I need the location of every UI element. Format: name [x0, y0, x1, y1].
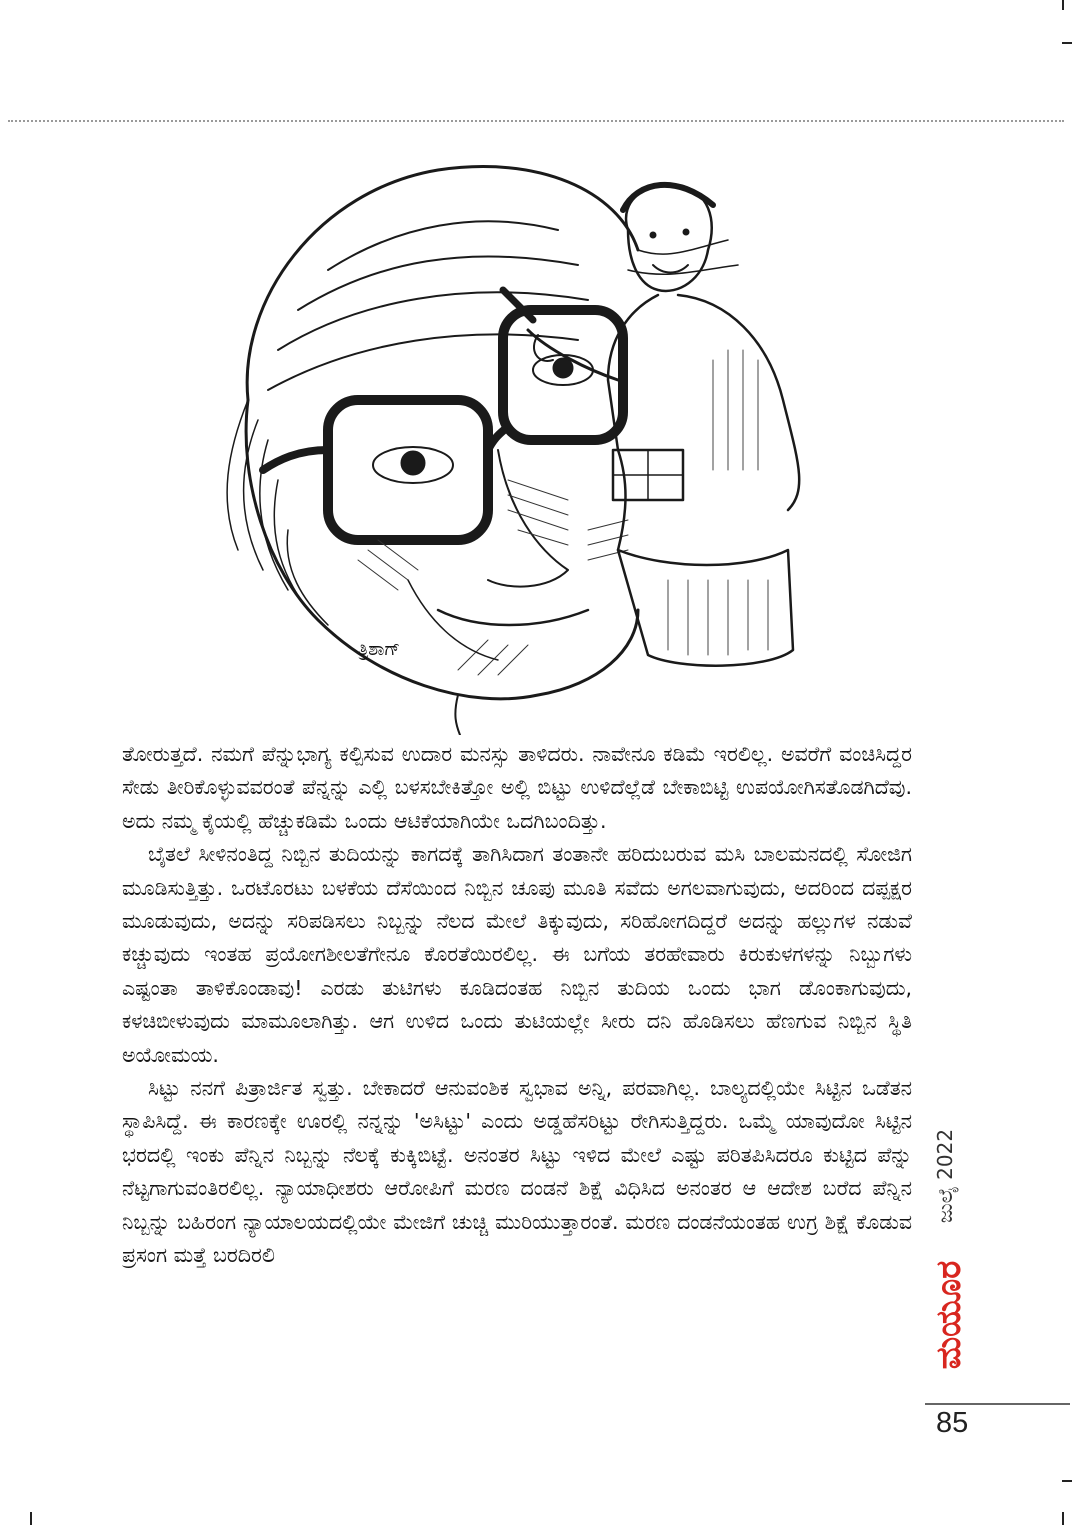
- crop-mark: [1062, 42, 1072, 44]
- header-dotted-rule: [8, 120, 1064, 122]
- paragraph: ಬೈತಲೆ ಸೀಳಿನಂತಿದ್ದ ನಿಬ್ಬಿನ ತುದಿಯನ್ನು ಕಾಗದಕ್ಕೆ ತಾಗಿಸಿದಾಗ ತಂತಾನೇ ಹರಿದುಬರುವ ಮಸಿ ಬಾಲಮನದಲ್ಲಿ ಸೋಜಿಗ ಮೂಡಿಸುತ್ತಿತ್ತು. ಒರಟೊರಟು ಬಳಕೆಯ ದೆಸೆಯಿಂದ ನಿಬ್ಬಿನ ಚೂಪು ಮೂತಿ ಸವೆದು ಅಗಲವಾಗುವುದು, ಅದರಿಂದ ದಪ್ಪಕ್ಷರ ಮೂಡುವುದು, ಅದನ್ನು ಸರಿಪಡಿಸಲು ನಿಬ್ಬನ್ನು ನೆಲದ ಮೇಲೆ ತಿಕ್ಕುವುದು, ಸರಿಹೋಗದಿದ್ದರೆ ಅದನ್ನು ಹಲ್ಲುಗಳ ನಡುವೆ ಕಚ್ಚುವುದು ಇಂತಹ ಪ್ರಯೋಗಶೀಲತೆಗೇನೂ ಕೊರತೆಯಿರಲಿಲ್ಲ. ಈ ಬಗೆಯ ತರಹೇವಾರು ಕಿರುಕುಳಗಳನ್ನು ನಿಬ್ಬುಗಳು ಎಷ್ಟಂತಾ ತಾಳಿಕೊಂಡಾವು! ಎರಡು ತುಟಿಗಳು ಕೂಡಿದಂತಹ ನಿಬ್ಬಿನ ತುದಿಯ ಒಂದು ಭಾಗ ಡೊಂಕಾಗುವುದು, ಕಳಚಿಬೀಳುವುದು ಮಾಮೂಲಾಗಿತ್ತು. ಆಗ ಉಳಿದ ಒಂದು ತುಟಿಯಲ್ಲೇ ಸೀರು ದನಿ ಹೊಡಿಸಲು ಹೆಣಗುವ ನಿಬ್ಬಿನ ಸ್ಥಿತಿ ಅಯೋಮಯ.: [122, 842, 912, 1067]
- magazine-logo: [925, 1240, 973, 1390]
- magazine-name-label: ಮಯೂರ: [929, 1260, 969, 1370]
- crop-mark: [1062, 1480, 1072, 1482]
- paragraph: ತೋರುತ್ತದೆ. ನಮಗೆ ಪೆನ್ನುಭಾಗ್ಯ ಕಲ್ಪಿಸುವ ಉದಾರ ಮನಸ್ಸು ತಾಳಿದರು. ನಾವೇನೂ ಕಡಿಮೆ ಇರಲಿಲ್ಲ. ಅವರೆಗೆ ವಂಚಿಸಿದ್ದರ ಸೇಡು ತೀರಿಕೊಳ್ಳುವವರಂತೆ ಪೆನ್ನನ್ನು ಎಲ್ಲಿ ಬಳಸಬೇಕಿತ್ತೋ ಅಲ್ಲಿ ಬಿಟ್ಟು ಉಳಿದೆಲ್ಲೆಡೆ ಬೇಕಾಬಿಟ್ಟಿ ಉಪಯೋಗಿಸತೊಡಗಿದೆವು. ಅದು ನಮ್ಮ ಕೈಯಲ್ಲಿ ಹೆಚ್ಚುಕಡಿಮೆ ಒಂದು ಆಟಿಕೆಯಾಗಿಯೇ ಒದಗಿಬಂದಿತ್ತು.: [122, 742, 912, 833]
- folio-rule: [925, 1403, 1070, 1405]
- crop-mark: [1062, 1512, 1064, 1525]
- issue-date: [925, 1126, 965, 1226]
- page-number: 85: [936, 1407, 969, 1439]
- crop-mark: [30, 1512, 32, 1525]
- issue-date-label: ಜುಲೈ 2022: [933, 1128, 957, 1224]
- article-body: [122, 738, 912, 1273]
- sketch-old-man-child-pen-icon: [208, 150, 848, 735]
- crop-mark: [1062, 0, 1064, 10]
- paragraph: ಸಿಟ್ಟು ನನಗೆ ಪಿತ್ರಾರ್ಜಿತ ಸ್ವತ್ತು. ಬೇಕಾದರೆ ಆನುವಂಶಿಕ ಸ್ವಭಾವ ಅನ್ನಿ, ಪರವಾಗಿಲ್ಲ. ಬಾಲ್ಯದಲ್ಲಿಯೇ ಸಿಟ್ಟಿನ ಒಡೆತನ ಸ್ಥಾಪಿಸಿದ್ದೆ. ಈ ಕಾರಣಕ್ಕೇ ಊರಲ್ಲಿ ನನ್ನನ್ನು 'ಅಸಿಟ್ಟು' ಎಂದು ಅಡ್ಡಹೆಸರಿಟ್ಟು ರೇಗಿಸುತ್ತಿದ್ದರು. ಒಮ್ಮೆ ಯಾವುದೋ ಸಿಟ್ಟಿನ ಭರದಲ್ಲಿ ಇಂಕು ಪೆನ್ನಿನ ನಿಬ್ಬನ್ನು ನೆಲಕ್ಕೆ ಕುಕ್ಕಿಬಿಟ್ಟೆ. ಅನಂತರ ಸಿಟ್ಟು ಇಳಿದ ಮೇಲೆ ಎಷ್ಟು ಪರಿತಪಿಸಿದರೂ ಕುಟ್ಟಿದ ಪೆನ್ನು ನೆಟ್ಟಗಾಗುವಂತಿರಲಿಲ್ಲ. ನ್ಯಾಯಾಧೀಶರು ಆರೋಪಿಗೆ ಮರಣ ದಂಡನೆ ಶಿಕ್ಷೆ ವಿಧಿಸಿದ ಅನಂತರ ಆ ಆದೇಶ ಬರೆದ ಪೆನ್ನಿನ ನಿಬ್ಬನ್ನು ಬಹಿರಂಗ ನ್ಯಾಯಾಲಯದಲ್ಲಿಯೇ ಮೇಜಿಗೆ ಚುಚ್ಚಿ ಮುರಿಯುತ್ತಾರಂತೆ. ಮರಣ ದಂಡನೆಯಂತಹ ಉಗ್ರ ಶಿಕ್ಷೆ ಕೊಡುವ ಪ್ರಸಂಗ ಮತ್ತೆ ಬರದಿರಲಿ: [122, 1076, 912, 1268]
- artist-signature: ತ್ರಿಶಾಗ್: [358, 639, 401, 660]
